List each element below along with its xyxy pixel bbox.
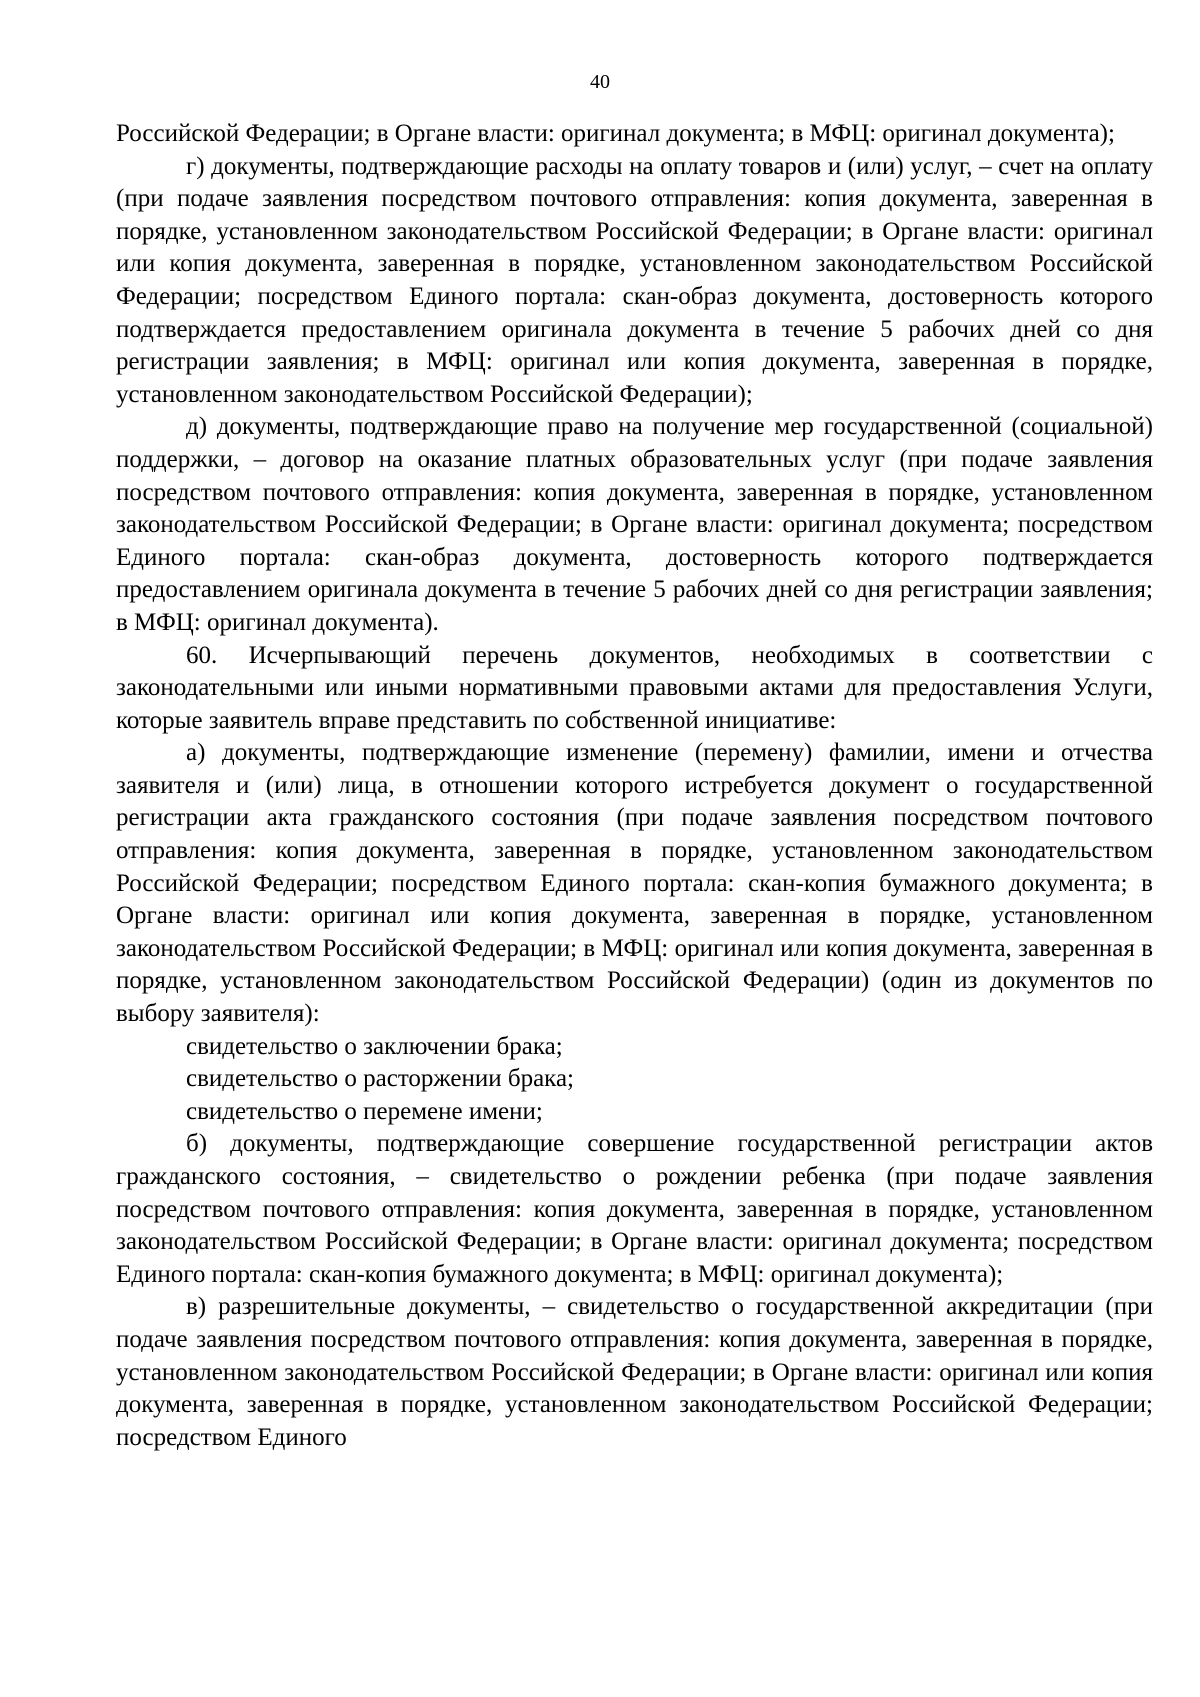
paragraph-section-60: 60. Исчерпывающий перечень документов, необходимых в соответствии с законодательными или иными нормативными правовыми актами для предоставления Услуги, которые заявитель вправе представить по собственной инициативе: xyxy=(116,641,1153,734)
paragraph-item-g: г) документы, подтверждающие расходы на оплату товаров и (или) услуг, – счет на оплату (при подаче заявления посредством почтового отправления: копия документа, заверенная в порядке, установленном законодательством Российской Федерации; в Органе власти: оригинал или копия документа, заверенная в порядке, установленном законодательством Российской Федерации; посредством Единого портала: скан-образ документа, достоверность которого подтверждается предоставлением оригинала документа в течение 5 рабочих дней со дня регистрации заявления; в МФЦ: оригинал или копия документа, заверенная в порядке, установленном законодательством Российской Федерации); xyxy=(116,152,1153,408)
page-number: 40 xyxy=(590,71,610,93)
paragraph-item-d: д) документы, подтверждающие право на получение мер государственной (социальной) поддержки, – договор на оказание платных образовательных услуг (при подаче заявления посредством почтового отправления: копия документа, заверенная в порядке, установленном законодательством Российской Федерации; в Органе власти: оригинал документа; посредством Единого портала: скан-образ документа, достоверность которого подтверждается предоставлением оригинала документа в течение 5 рабочих дней со дня регистрации заявления; в МФЦ: оригинал документа). xyxy=(116,413,1153,636)
paragraph-item-a: а) документы, подтверждающие изменение (перемену) фамилии, имени и отчества заявителя и (или) лица, в отношении которого истребуется документ о государственной регистрации акта гражданского состояния (при подаче заявления посредством почтового отправления: копия документа, заверенная в порядке, установленном законодательством Российской Федерации; посредством Единого портала: скан-копия бумажного документа; в Органе власти: оригинал или копия документа, заверенная в порядке, установленном законодательством Российской Федерации; в МФЦ: оригинал или копия документа, заверенная в порядке, установленном законодательством Российской Федерации) (один из документов по выбору заявителя): xyxy=(116,739,1153,1028)
paragraph-item-b: б) документы, подтверждающие совершение государственной регистрации актов гражданского состояния, – свидетельство о рождении ребенка (при подаче заявления посредством почтового отправления: копия документа, заверенная в порядке, установленном законодательством Российской Федерации; в Органе власти: оригинал документа; посредством Единого портала: скан-копия бумажного документа; в МФЦ: оригинал документа); xyxy=(116,1130,1153,1288)
list-item-name-change: свидетельство о перемене имени; xyxy=(186,1097,543,1125)
document-body xyxy=(116,118,1153,1454)
list-item-marriage: свидетельство о заключении брака; xyxy=(186,1032,563,1060)
list-item-divorce: свидетельство о расторжении брака; xyxy=(186,1065,574,1093)
paragraph-item-v: в) разрешительные документы, – свидетельство о государственной аккредитации (при подаче заявления посредством почтового отправления: копия документа, заверенная в порядке, установленном законодательством Российской Федерации; в Органе власти: оригинал или копия документа, заверенная в порядке, установленном законодательством Российской Федерации; посредством Единого xyxy=(116,1293,1153,1451)
paragraph-continuation: Российской Федерации; в Органе власти: оригинал документа; в МФЦ: оригинал документа); xyxy=(116,120,1115,147)
